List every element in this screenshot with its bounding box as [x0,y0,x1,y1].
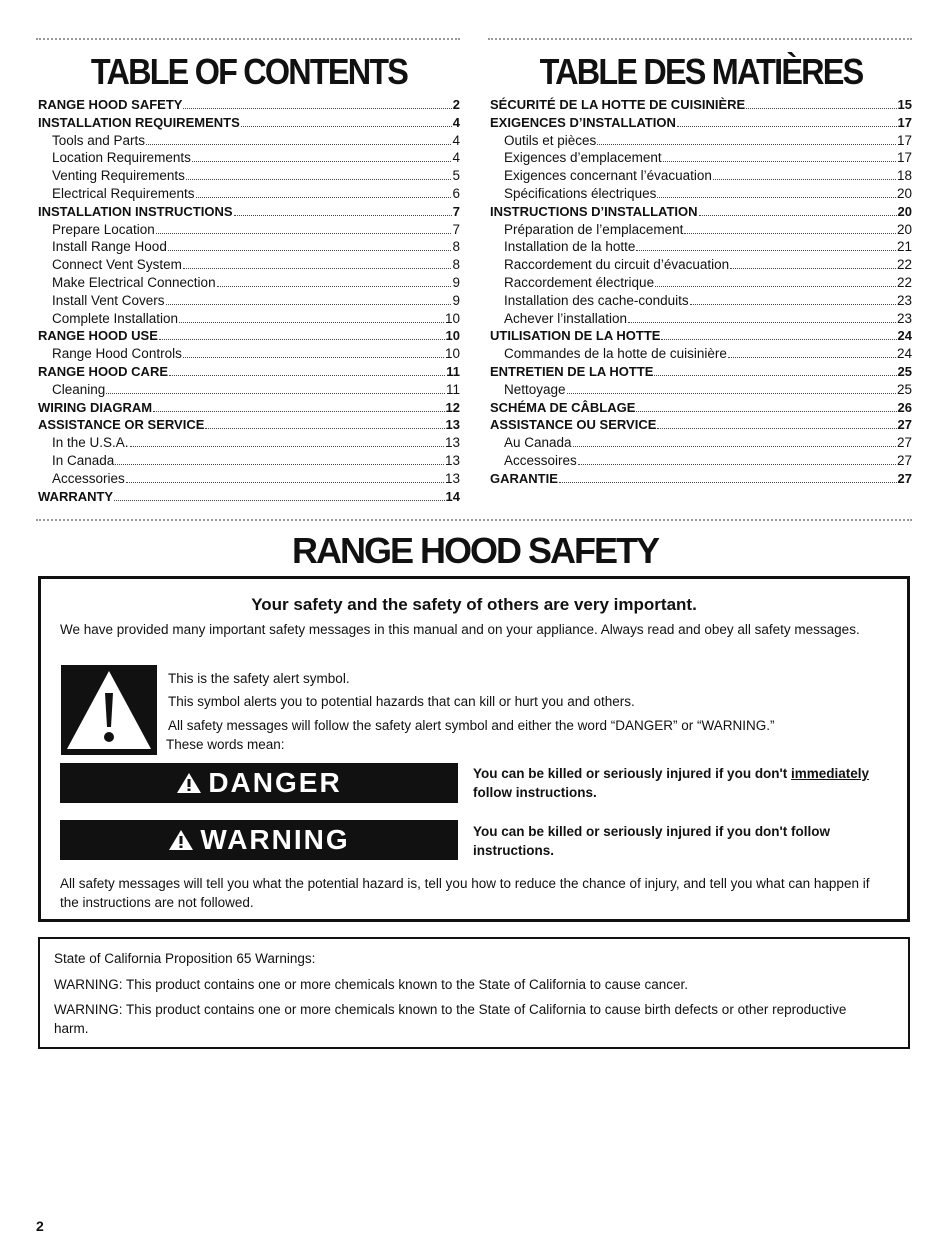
toc-entry-label: Complete Installation [52,310,179,326]
toc-entry [490,363,912,381]
toc-entry [38,292,460,310]
toc-entry [38,132,460,150]
toc-entry-page: 13 [445,417,460,433]
toc-leader-dots [183,267,452,269]
symbol-line-1: This is the safety alert symbol. [168,671,350,686]
toc-entry-label: UTILISATION DE LA HOTTE [490,328,661,344]
toc-entry-label: RANGE HOOD SAFETY [38,97,183,112]
toc-entry-page: 10 [445,328,460,344]
prop65-line-3: WARNING: This product contains one or more chemicals known to the State of California to cause birth defects or other reproductive harm. [54,1002,847,1036]
toc-entry [38,416,460,434]
toc-entry-page: 27 [897,417,912,433]
toc-entry-label: Location Requirements [52,150,191,166]
top-rule-right [488,38,912,40]
toc-leader-dots [153,410,444,412]
toc-entry [38,149,460,167]
toc-entry [490,327,912,345]
toc-entry [38,345,460,363]
toc-entry-label: Commandes de la hotte de cuisinière [504,346,727,362]
toc-entry [38,399,460,417]
toc-entry-label: Spécifications électriques [504,185,657,201]
toc-entry-page: 11 [445,381,460,397]
toc-entry-label: Préparation de l’emplacement [504,221,684,237]
warning-triangle-icon [176,772,202,794]
toc-entry-label: Installation des cache-conduits [504,292,689,308]
toc-entry [490,399,912,417]
toc-entry-label: In Canada [52,452,115,468]
toc-entry-page: 11 [446,363,460,379]
toc-leader-dots [156,232,452,234]
symbol-line-3: All safety messages will follow the safety alert symbol and either the word “DANGER” or “WARNING.” [168,718,775,733]
page-number: 2 [36,1218,44,1234]
toc-entry-label: RANGE HOOD CARE [38,363,169,379]
toc-leader-dots [130,445,444,447]
toc-entry-label: ENTRETIEN DE LA HOTTE [490,363,654,379]
toc-entry-page: 6 [452,185,460,201]
toc-leader-dots [183,356,444,358]
toc-entry [38,434,460,452]
safety-intro: We have provided many important safety messages in this manual and on your appliance. Always read and obey all safety messages. [60,622,860,637]
toc-leader-dots [186,178,452,180]
danger-text-post: follow instructions. [473,785,597,800]
toc-leader-dots [636,410,896,412]
toc-leader-dots [699,214,897,216]
toc-leader-dots [168,249,452,251]
toc-entry [38,470,460,488]
toc-entry-page: 4 [452,132,460,148]
toc-french [490,52,912,488]
toc-entry-page: 24 [897,328,912,344]
toc-entry-page: 4 [452,114,460,130]
toc-entry-page: 7 [452,203,460,219]
safety-outro: All safety messages will tell you what the potential hazard is, tell you how to reduce the chance of injury, and tell you what can happen if the instructions are not followed. [60,876,870,910]
toc-entry [38,310,460,328]
toc-list-fr [490,96,912,488]
toc-entry-page: 12 [445,399,460,415]
toc-entry-label: Accessories [52,470,125,486]
toc-leader-dots [728,356,896,358]
toc-leader-dots [578,463,896,465]
toc-entry [38,327,460,345]
toc-list-en [38,96,460,505]
danger-label: DANGER [208,767,342,798]
toc-entry-page: 18 [896,168,912,184]
toc-entry [38,221,460,239]
toc-leader-dots [663,160,896,162]
toc-entry [490,292,912,310]
toc-entry-label: Au Canada [504,435,572,451]
toc-leader-dots [115,463,444,465]
toc-entry [490,416,912,434]
safety-heading: Your safety and the safety of others are very important. [251,595,697,614]
toc-entry-page: 23 [896,310,912,326]
toc-entry-label: SCHÉMA DE CÂBLAGE [490,399,636,415]
toc-title-en: TABLE OF CONTENTS [90,51,408,92]
toc-entry-label: EXIGENCES D’INSTALLATION [490,114,676,130]
toc-entry-label: Installation de la hotte [504,239,636,255]
toc-leader-dots [241,125,452,127]
warning-triangle-icon [168,829,194,851]
warning-description: You can be killed or seriously injured if you don't follow instructions. [473,824,830,858]
toc-leader-dots [655,285,896,287]
toc-entry-label: Venting Requirements [52,168,185,184]
section-title: RANGE HOOD SAFETY [291,530,659,571]
toc-entry [490,238,912,256]
toc-entry-page: 27 [896,435,912,451]
mid-rule [36,519,912,521]
toc-leader-dots [192,160,452,162]
toc-entry-label: Outils et pièces [504,132,597,148]
toc-english [38,52,460,505]
toc-entry-label: Range Hood Controls [52,346,182,362]
toc-entry-label: Electrical Requirements [52,185,195,201]
toc-leader-dots [677,125,897,127]
toc-entry [490,96,912,114]
danger-text-pre: You can be killed or seriously injured if you don't [473,766,792,781]
toc-leader-dots [126,481,444,483]
toc-leader-dots [106,392,445,394]
top-rule-left [36,38,460,40]
toc-entry-label: INSTALLATION REQUIREMENTS [38,114,240,130]
toc-entry-page: 22 [896,257,912,273]
toc-leader-dots [217,285,452,287]
safety-box [38,576,910,922]
toc-entry [38,238,460,256]
toc-leader-dots [713,178,896,180]
danger-description [473,764,903,802]
toc-entry-page: 20 [897,203,912,219]
toc-title-fr: TABLE DES MATIÈRES [539,51,863,92]
toc-entry [38,452,460,470]
prop65-line-2: WARNING: This product contains one or more chemicals known to the State of California to cause cancer. [54,977,689,992]
toc-entry [490,452,912,470]
toc-entry-label: GARANTIE [490,470,558,486]
toc-entry [38,114,460,132]
symbol-line-4: These words mean: [166,737,285,752]
toc-entry-page: 27 [897,470,912,486]
toc-entry-page: 17 [897,114,912,130]
toc-entry [38,488,460,506]
toc-leader-dots [166,303,452,305]
toc-leader-dots [730,267,896,269]
toc-entry [490,256,912,274]
toc-entry-page: 8 [452,257,460,273]
toc-leader-dots [196,196,452,198]
toc-entry [490,114,912,132]
toc-entry [490,310,912,328]
toc-entry-page: 5 [452,168,460,184]
toc-entry-page: 4 [452,150,460,166]
toc-entry-page: 23 [896,292,912,308]
toc-entry [38,203,460,221]
toc-leader-dots [205,427,444,429]
toc-leader-dots [179,321,444,323]
toc-entry [490,221,912,239]
toc-leader-dots [169,374,445,376]
toc-entry [490,149,912,167]
toc-leader-dots [661,338,896,340]
toc-entry-label: Install Range Hood [52,239,167,255]
toc-entry-page: 22 [896,274,912,290]
prop65-line-1: State of California Proposition 65 Warnings: [54,951,316,966]
toc-entry [38,256,460,274]
toc-entry-label: Raccordement du circuit d’évacuation [504,257,730,273]
toc-entry [490,185,912,203]
toc-entry-label: Make Electrical Connection [52,274,216,290]
toc-entry-page: 9 [452,292,460,308]
toc-entry-page: 20 [896,185,912,201]
toc-entry [38,274,460,292]
toc-leader-dots [234,214,452,216]
toc-entry-page: 2 [452,97,460,112]
toc-entry-page: 10 [444,310,460,326]
toc-entry-label: In the U.S.A. [52,435,129,451]
toc-leader-dots [573,445,896,447]
toc-entry-label: Cleaning [52,381,106,397]
toc-entry [38,185,460,203]
danger-banner [60,763,458,803]
toc-leader-dots [159,338,445,340]
toc-entry-label: Accessoires [504,452,577,468]
toc-entry-page: 15 [897,97,912,112]
toc-entry-page: 14 [445,488,460,504]
toc-leader-dots [628,321,896,323]
alert-symbol-graphic [61,665,157,755]
toc-entry-label: WARRANTY [38,488,114,504]
toc-entry-page: 21 [896,239,912,255]
toc-entry-label: Tools and Parts [52,132,146,148]
toc-entry-label: INSTALLATION INSTRUCTIONS [38,203,233,219]
toc-leader-dots [114,499,444,501]
toc-entry [38,96,460,114]
danger-text-emph: immediately [791,766,870,781]
toc-entry-page: 25 [896,381,912,397]
toc-entry [490,470,912,488]
toc-entry-page: 25 [897,363,912,379]
toc-entry-label: RANGE HOOD USE [38,328,158,344]
toc-entry [490,345,912,363]
toc-entry [490,434,912,452]
toc-entry-label: Exigences concernant l’évacuation [504,168,712,184]
toc-entry [38,381,460,399]
toc-leader-dots [567,392,896,394]
toc-entry-page: 10 [444,346,460,362]
toc-entry-page: 26 [897,399,912,415]
toc-leader-dots [146,143,451,145]
toc-entry-page: 7 [452,221,460,237]
toc-entry [490,381,912,399]
toc-leader-dots [684,232,896,234]
toc-entry-label: ASSISTANCE OU SERVICE [490,417,657,433]
toc-entry [38,167,460,185]
toc-entry-label: Raccordement électrique [504,274,655,290]
toc-entry-label: Install Vent Covers [52,292,165,308]
toc-entry [38,363,460,381]
warning-label: WARNING [200,824,350,855]
toc-entry-label: ASSISTANCE OR SERVICE [38,417,205,433]
toc-entry-label: INSTRUCTIONS D’INSTALLATION [490,203,698,219]
toc-entry-page: 24 [896,346,912,362]
toc-leader-dots [559,481,897,483]
toc-entry-label: Nettoyage [504,381,566,397]
toc-entry-page: 17 [896,132,912,148]
toc-entry-page: 13 [444,452,460,468]
toc-entry-label: Connect Vent System [52,257,182,273]
toc-leader-dots [746,107,896,109]
toc-leader-dots [657,427,896,429]
toc-leader-dots [597,143,896,145]
toc-entry-label: Exigences d’emplacement [504,150,662,166]
toc-entry [490,167,912,185]
warning-banner [60,820,458,860]
toc-entry-page: 9 [452,274,460,290]
toc-entry [490,132,912,150]
toc-leader-dots [657,196,896,198]
toc-leader-dots [690,303,896,305]
toc-entry-label: SÉCURITÉ DE LA HOTTE DE CUISINIÈRE [490,97,746,112]
toc-entry-page: 8 [452,239,460,255]
toc-entry-page: 13 [444,470,460,486]
toc-leader-dots [654,374,896,376]
toc-leader-dots [636,249,896,251]
toc-entry-page: 17 [896,150,912,166]
warning-triangle-icon [61,665,157,755]
toc-entry-page: 20 [896,221,912,237]
toc-entry-label: Prepare Location [52,221,155,237]
toc-leader-dots [183,107,451,109]
prop65-box [38,937,910,1049]
toc-entry-label: Achever l’installation [504,310,628,326]
symbol-line-2: This symbol alerts you to potential hazards that can kill or hurt you and others. [168,694,635,709]
toc-entry-page: 13 [444,435,460,451]
toc-entry [490,274,912,292]
toc-entry-label: WIRING DIAGRAM [38,399,153,415]
toc-entry [490,203,912,221]
toc-entry-page: 27 [896,452,912,468]
